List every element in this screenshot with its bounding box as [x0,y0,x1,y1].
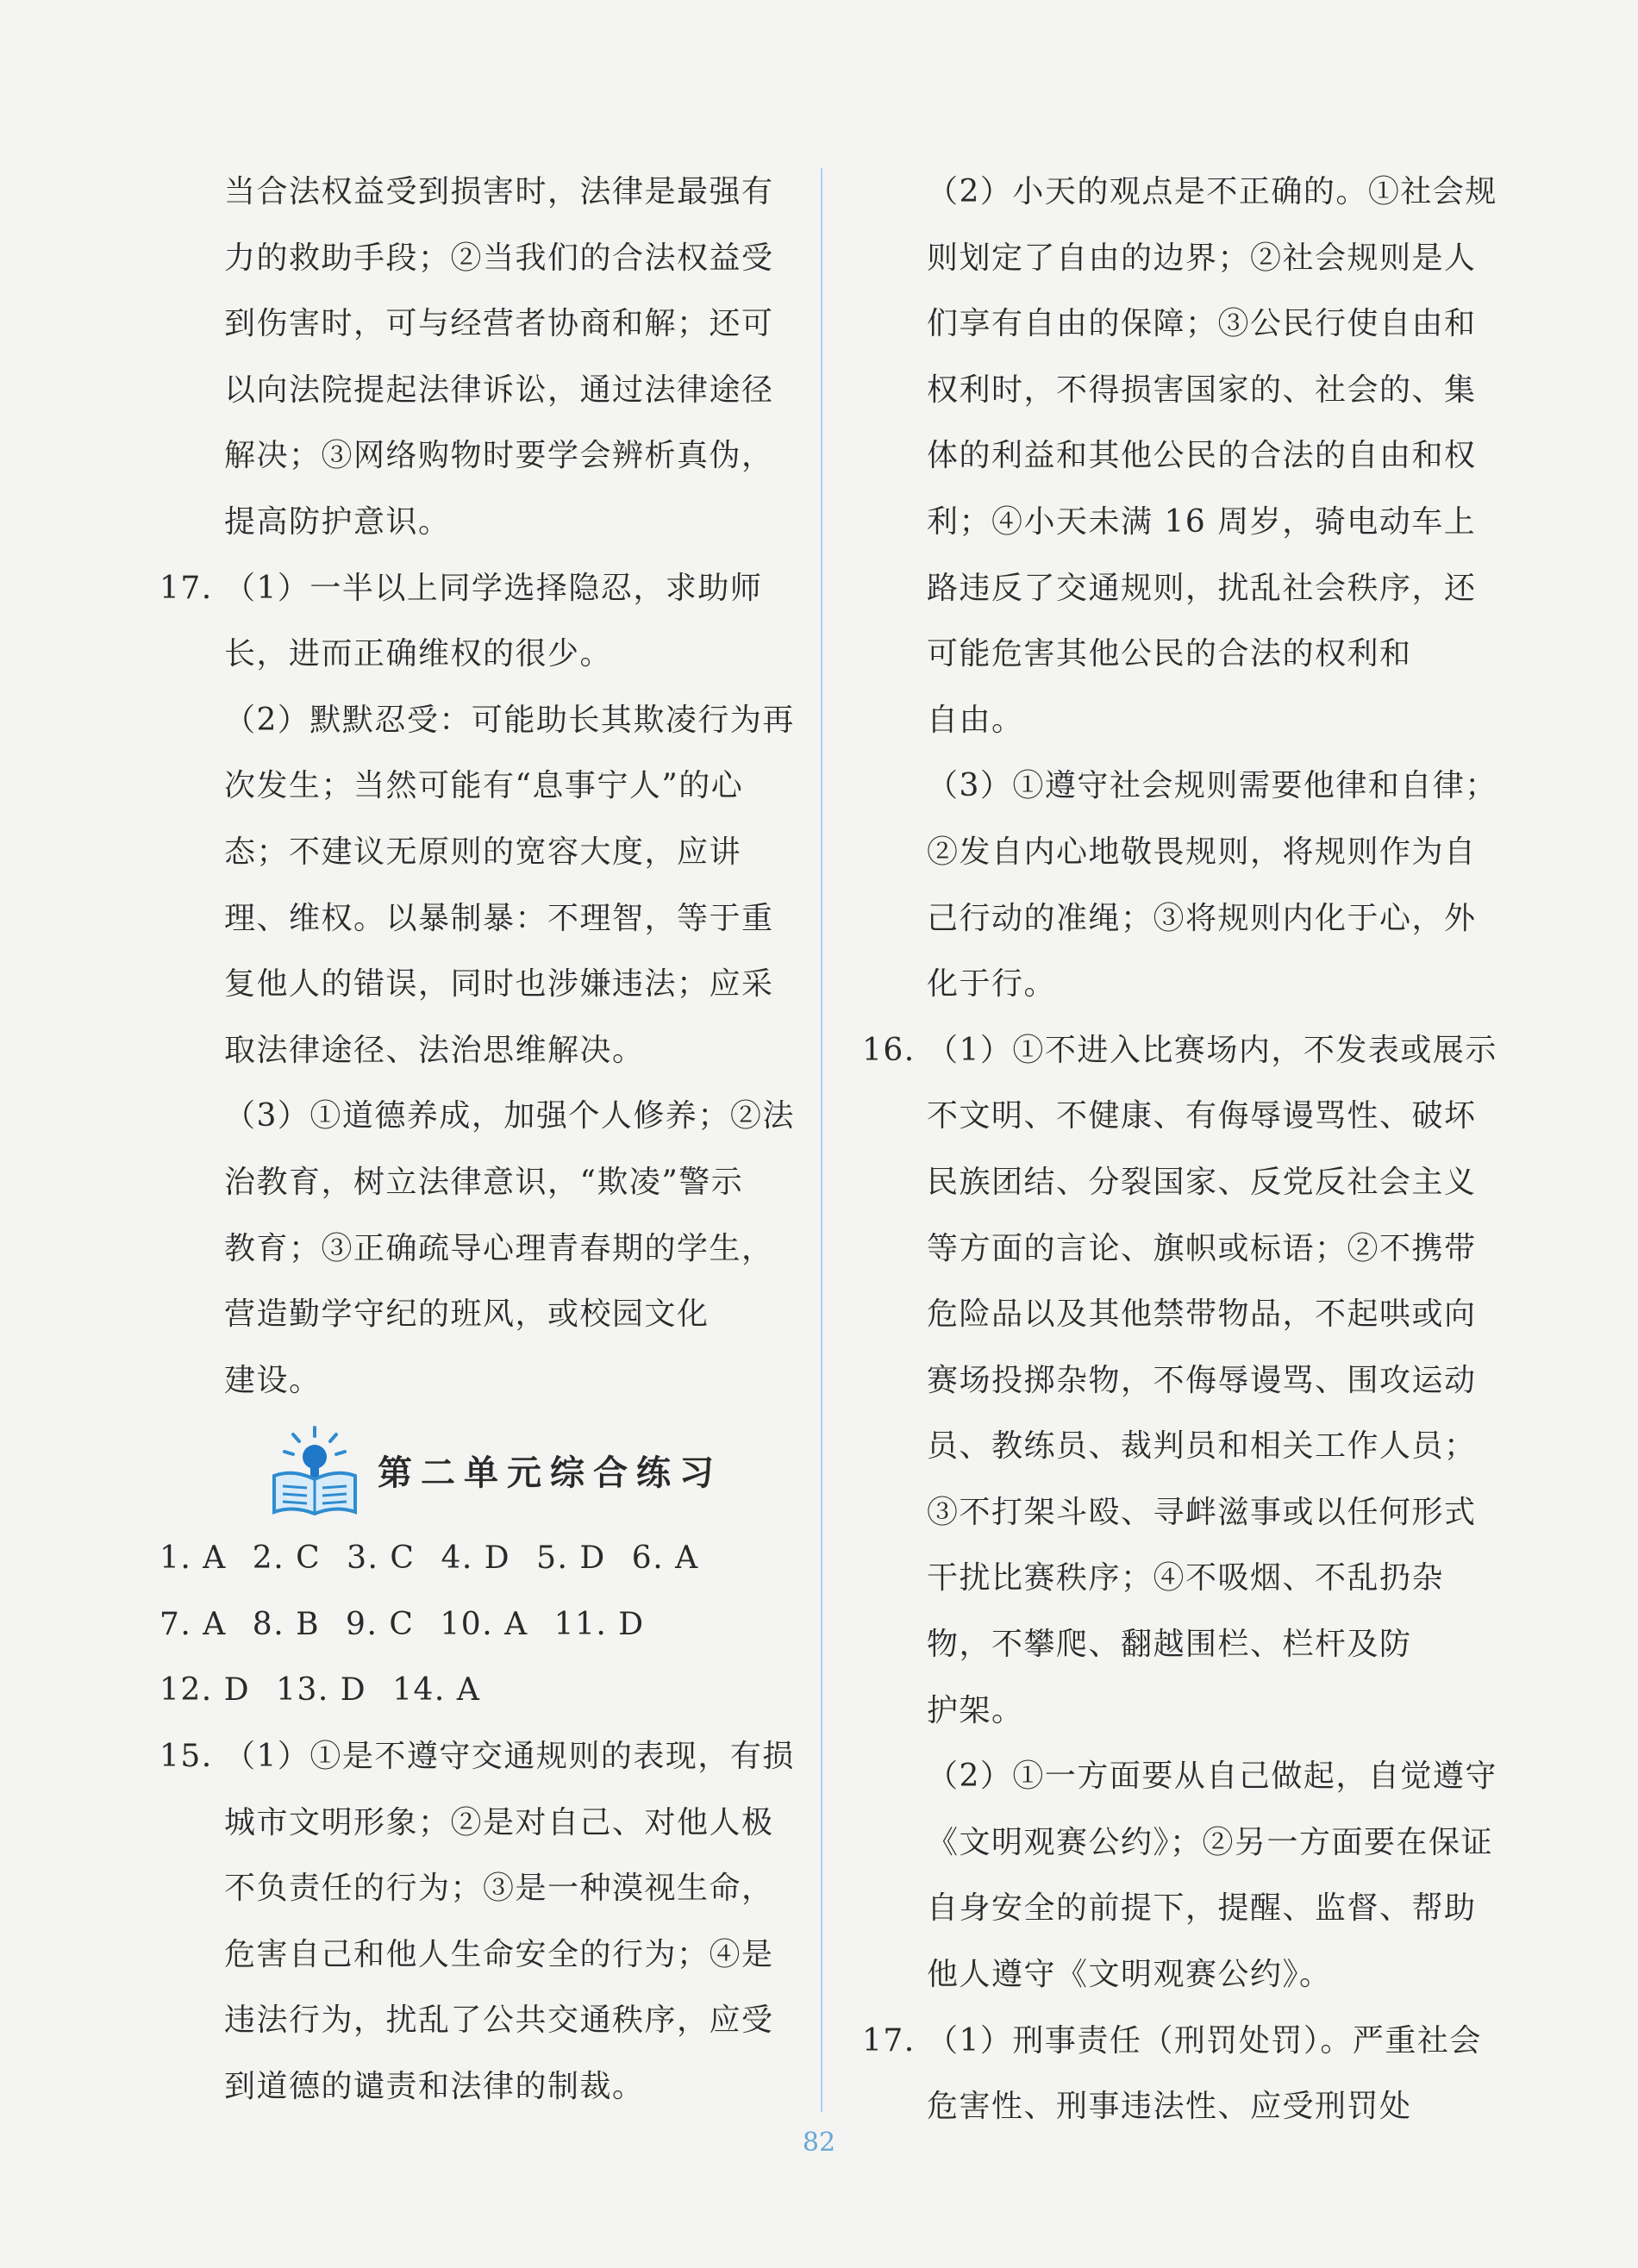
text-line [862,1876,1479,1942]
line-text: 当合法权益受到损害时，法律是最强有 [224,174,774,209]
left-text-block [159,159,795,1414]
line-text: 路违反了交通规则，扰乱社会秩序，还 [927,570,1477,606]
text-line [862,1216,1479,1283]
text-line [862,423,1479,490]
answer-item: 13. D [276,1672,367,1709]
answer-item: 5. D [536,1540,606,1577]
text-line [159,159,789,226]
line-text: 教育；③正确疏导心理青春期的学生， [224,1230,774,1266]
line-text: 建设。 [224,1362,322,1398]
section-text-block [159,1724,795,2121]
text-line [159,1988,789,2054]
line-text: 民族团结、分裂国家、反党反社会主义 [927,1164,1477,1200]
line-text: 违法行为，扰乱了公共交通秩序，应受 [224,2002,774,2039]
text-line [862,159,1497,226]
line-text: 营造勤学守纪的班风，或校园文化 [224,1296,710,1333]
text-line [862,226,1479,292]
text-line [159,1150,789,1216]
line-text: 权利时，不得损害国家的、社会的、集 [927,372,1477,408]
line-text: ②发自内心地敬畏规则，将规则作为自 [927,834,1477,870]
text-line [862,291,1479,358]
text-line [159,1348,789,1415]
answer-item: 7. A [159,1606,227,1642]
line-text: （1）一半以上同学选择隐忍，求助师 [224,570,763,606]
line-text: 自由。 [927,702,1024,738]
text-line [159,358,789,424]
line-text: 治教育，树立法律意识，“欺凌”警示 [224,1164,744,1200]
section-header [159,1414,789,1526]
text-line [159,952,789,1018]
line-text: 次发生；当然可能有“息事宁人”的心 [224,768,744,804]
line-text: 则划定了自由的边界；②社会规则是人 [927,240,1477,276]
line-text: （3）①道德养成，加强个人修养；②法 [224,1098,795,1134]
text-line [862,490,1479,556]
answer-row [159,1658,789,1724]
question-number: 15. [159,1739,213,1775]
text-line [862,1810,1494,1877]
text-line [862,820,1479,886]
text-line [159,886,789,953]
text-line [159,226,789,292]
line-text: （1）①是不遵守交通规则的表现，有损 [224,1739,795,1775]
answer-item: 2. C [252,1540,322,1577]
line-text: 不负责任的行为；③是一种漠视生命， [224,1871,774,1907]
line-text: 以向法院提起法律诉讼，通过法律途径 [224,372,774,408]
line-text: 力的救助手段；②当我们的合法权益受 [224,240,774,276]
text-line [862,886,1479,953]
text-line [159,1018,789,1084]
line-text: （1）刑事责任（刑罚处罚）。严重社会 [927,2022,1482,2059]
text-line [862,556,1479,622]
line-text: 护架。 [927,1692,1024,1728]
answer-item: 14. A [392,1672,481,1709]
text-line [159,1856,789,1922]
line-text: 危害性、刑事违法性、应受刑罚处 [927,2089,1412,2125]
question-number: 17. [862,2022,916,2059]
text-line [159,1790,789,1857]
text-line [862,1348,1479,1415]
text-line [159,1216,789,1283]
line-text: 城市文明形象；②是对自己、对他人极 [224,1804,774,1840]
line-text: 到伤害时，可与经营者协商和解；还可 [224,306,774,342]
text-line [159,1282,789,1348]
text-line [159,1084,795,1150]
answer-item: 4. D [441,1540,511,1577]
line-text: 物，不攀爬、翻越围栏、栏杆及防 [927,1627,1412,1663]
line-text: 理、维权。以暴制暴：不理智，等于重 [224,900,774,936]
left-column [159,159,795,2121]
answer-item: 6. A [631,1540,699,1577]
text-line [862,1612,1479,1678]
line-text: 员、教练员、裁判员和相关工作人员； [927,1428,1477,1465]
text-line [159,1724,795,1790]
text-line [159,423,789,490]
line-text: ③不打架斗殴、寻衅滋事或以任何形式 [927,1494,1477,1530]
line-text: 解决；③网络购物时要学会辨析真伪， [224,438,774,474]
right-text-block [862,159,1497,2140]
text-line [159,490,789,556]
line-text: 取法律途径、法治思维解决。 [224,1032,645,1068]
text-line [862,688,1479,754]
line-text: 《文明观赛公约》；②另一方面要在保证 [927,1824,1494,1860]
text-line [159,820,789,886]
text-line [862,358,1479,424]
text-line [159,688,795,754]
answer-key [159,1526,789,1724]
text-line [862,1150,1479,1216]
page-number: 82 [802,2127,836,2158]
text-line [862,1678,1479,1745]
line-text: 利；④小天未满 16 周岁，骑电动车上 [927,503,1477,540]
answer-item: 11. D [553,1606,645,1642]
answer-item: 8. B [252,1606,321,1642]
line-text: 不文明、不健康、有侮辱谩骂性、破坏 [927,1098,1477,1134]
line-text: 己行动的准绳；③将规则内化于心，外 [927,900,1477,936]
question-number: 17. [159,570,213,606]
line-text: 们享有自由的保障；③公民行使自由和 [927,306,1477,342]
text-line [862,753,1497,820]
line-text: 化于行。 [927,966,1057,1003]
line-text: 他人遵守《文明观赛公约》。 [927,1957,1332,1993]
line-text: 提高防护意识。 [224,503,451,540]
text-line [862,622,1479,688]
answer-item: 12. D [159,1672,251,1709]
line-text: 危险品以及其他禁带物品，不起哄或向 [927,1296,1477,1333]
text-line [159,2054,789,2121]
line-text: （2）小天的观点是不正确的。①社会规 [927,174,1497,209]
line-text: 可能危害其他公民的合法的权利和 [927,636,1412,672]
text-line [159,1922,789,1989]
answer-item: 1. A [159,1540,227,1577]
text-line [159,753,789,820]
line-text: （2）默默忍受：可能助长其欺凌行为再 [224,702,795,738]
answer-item: 9. C [346,1606,415,1642]
text-line [159,622,789,688]
text-line [862,1744,1497,1810]
text-line [862,1282,1479,1348]
text-line [862,1414,1479,1480]
line-text: （3）①遵守社会规则需要他律和自律； [927,768,1497,804]
text-line [159,291,789,358]
line-text: 态；不建议无原则的宽容大度，应讲 [224,834,742,870]
line-text: 长，进而正确维权的很少。 [224,636,613,672]
answer-item: 3. C [347,1540,416,1577]
line-text: （1）①不进入比赛场内，不发表或展示 [927,1032,1497,1068]
section-title: 第二单元综合练习 [378,1453,722,1493]
text-line [862,952,1479,1018]
text-line [862,1942,1479,2009]
lightbulb-book-icon [267,1422,362,1517]
line-text: （2）①一方面要从自己做起，自觉遵守 [927,1759,1497,1795]
line-text: 危害自己和他人生命安全的行为；④是 [224,1936,774,1972]
line-text: 赛场投掷杂物，不侮辱谩骂、围攻运动 [927,1362,1477,1398]
answer-row [159,1592,789,1659]
line-text: 自身安全的前提下，提醒、监督、帮助 [927,1890,1477,1927]
question-number: 16. [862,1032,916,1068]
text-line [159,556,789,622]
column-divider [821,168,822,2112]
line-text: 到道德的谴责和法律的制裁。 [224,2069,645,2105]
line-text: 体的利益和其他公民的合法的自由和权 [927,438,1477,474]
line-text: 等方面的言论、旗帜或标语；②不携带 [927,1230,1477,1266]
right-column [862,159,1497,2140]
text-line [862,1018,1497,1084]
text-line [862,1084,1479,1150]
text-line [862,1546,1479,1612]
text-line [862,2009,1482,2075]
line-text: 复他人的错误，同时也涉嫌违法；应采 [224,966,774,1003]
line-text: 干扰比赛秩序；④不吸烟、不乱扔杂 [927,1560,1445,1596]
text-line [862,1480,1479,1546]
answer-row [159,1526,789,1592]
answer-item: 10. A [440,1606,528,1642]
